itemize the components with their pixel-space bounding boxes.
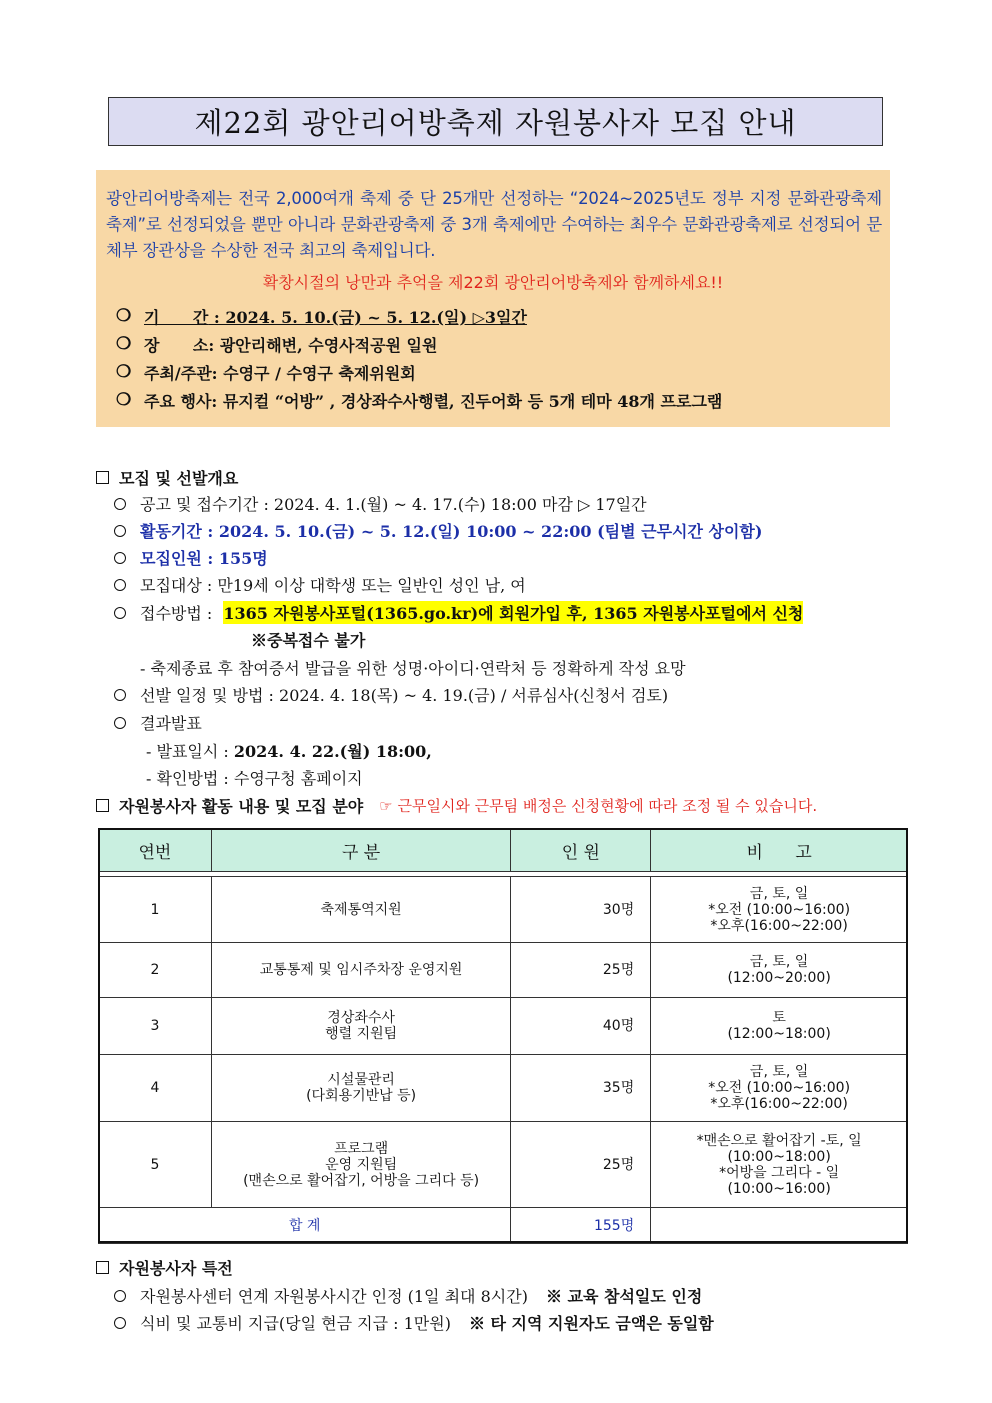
checkbox-square-icon [96,1261,109,1274]
info-row-host [116,358,722,386]
no-duplicate-note: ※중복접수 불가 [251,631,366,650]
benefit-volunteer-hours: 자원봉사센터 연계 자원봉사시간 인정 (1일 최대 8시간) ※ 교육 참석일도 인정 [114,1284,702,1307]
assignment-note: ☞ 근무일시와 근무팀 배정은 신청현황에 따라 조정 될 수 있습니다. [379,797,818,815]
table-total-row [99,1208,908,1244]
recruit-activity-period: 활동기간 : 2024. 5. 10.(금) ~ 5. 12.(일) 10:00 ~ 22:00 (팀별 근무시간 상이함) [114,519,762,542]
info-label: 주요 행사 [144,391,212,411]
method-note: - 축제종료 후 참여증서 발급을 위한 성명·아이디·연락처 등 정확하게 작성 요망 [140,659,686,678]
volunteer-table [98,828,908,1244]
circle-bullet-icon [114,1290,126,1302]
intro-paragraph: 광안리어방축제는 전국 2,000여개 축제 중 단 25개만 선정하는 “2024~2025년도 정부 지정 문화관광축제 축제”로 선정되었을 뿐만 아니라 문화관광축제 중 3개 축제에만 수여하는 최우수 문화관광축제로 선정되어 문체부 장관상을 수상한 전국 최고의 축제입니다. [106,189,882,260]
page-title: 제22회 광안리어방축제 자원봉사자 모집 안내 [108,97,883,146]
info-value: : 수영구 / 수영구 축제위원회 [211,363,416,383]
recruit-result: 결과발표 [114,711,202,734]
circle-bullet-icon [114,498,126,510]
bullet-circle-icon: ❍ [116,306,132,326]
section-benefits-heading: 자원봉사자 특전 [96,1256,233,1279]
info-label: 장 소 [144,335,209,355]
recruit-selection: 선발 일정 및 방법 : 2024. 4. 18(목) ~ 4. 19.(금) / 서류심사(신청서 검토) [114,683,668,706]
intro-box [96,170,890,427]
recruit-count: 모집인원 : 155명 [114,546,268,569]
announce-date: - 발표일시 : 2024. 4. 22.(월) 18:00, [146,742,432,761]
info-value: : 광안리해변, 수영사적공원 일원 [208,335,438,355]
info-label: 주최/주관 [144,363,212,383]
total-label: 합 계 [99,1208,511,1244]
header-no: 연번 [99,829,212,872]
header-note: 비 고 [651,829,908,872]
method-highlight: 1365 자원봉사포털(1365.go.kr)에 회원가입 후, 1365 자원봉사포털에서 신청 [223,601,803,624]
circle-bullet-icon [114,689,126,701]
benefit-meal-transport: 식비 및 교통비 지급(당일 현금 지급 : 1만원) ※ 타 지역 지원자도 금액은 동일함 [114,1311,714,1334]
table-header-row [99,829,908,872]
check-method: - 확인방법 : 수영구청 홈페이지 [146,769,363,788]
bullet-circle-icon: ❍ [116,334,132,354]
info-value: : 2024. 5. 10.(금) ~ 5. 12.(일) ▷3일간 [208,307,527,327]
info-row-period [116,302,722,330]
recruit-method: 접수방법 : 1365 자원봉사포털(1365.go.kr)에 회원가입 후, 1365 자원봉사포털에서 신청 [114,601,803,624]
intro-slogan: 확창시절의 낭만과 추억을 제22회 광안리어방축제와 함께하세요!! [262,273,724,292]
header-count: 인 원 [511,829,651,872]
recruit-target: 모집대상 : 만19세 이상 대학생 또는 일반인 성인 남, 여 [114,573,526,596]
circle-bullet-icon [114,525,126,537]
info-row-place [116,330,722,358]
checkbox-square-icon [96,471,109,484]
table-row: 2 교통통제 및 임시주차장 운영지원 25명 금, 토, 일 (12:00~20:00) [99,943,908,998]
circle-bullet-icon [114,552,126,564]
circle-bullet-icon [114,607,126,619]
circle-bullet-icon [114,579,126,591]
table-row: 4 시설물관리 (다회용기반납 등) 35명 금, 토, 일 *오전 (10:00~16:00) *오후(16:00~22:00) [99,1055,908,1122]
bullet-circle-icon: ❍ [116,362,132,382]
table-row: 5 프로그램 운영 지원팀 (맨손으로 활어잡기, 어방을 그리다 등) 25명 *맨손으로 활어잡기 -토, 일 (10:00~18:00) *어방을 그리다 - 일 (10:00~16:00) [99,1122,908,1208]
bullet-circle-icon: ❍ [116,390,132,410]
festival-info-list [116,302,722,414]
table-row: 1 축제통역지원 30명 금, 토, 일 *오전 (10:00~16:00) *오후(16:00~22:00) [99,877,908,943]
recruit-period: 공고 및 접수기간 : 2024. 4. 1.(월) ~ 4. 17.(수) 18:00 마감 ▷ 17일간 [114,492,647,515]
header-category: 구 분 [211,829,511,872]
info-label: 기 간 [144,307,209,327]
circle-bullet-icon [114,717,126,729]
info-value: : 뮤지컬 “어방” , 경상좌수사행렬, 진두어화 등 5개 테마 48개 프로그램 [211,391,723,411]
info-row-events [116,386,722,414]
circle-bullet-icon [114,1317,126,1329]
total-count: 155명 [511,1208,651,1244]
table-row: 3 경상좌수사 행렬 지원팀 40명 토 (12:00~18:00) [99,998,908,1055]
checkbox-square-icon [96,799,109,812]
section-recruit-heading: 모집 및 선발개요 [96,466,238,489]
section-activity-heading: 자원봉사자 활동 내용 및 모집 분야 ☞ 근무일시와 근무팀 배정은 신청현황에 따라 조정 될 수 있습니다. [96,794,817,817]
